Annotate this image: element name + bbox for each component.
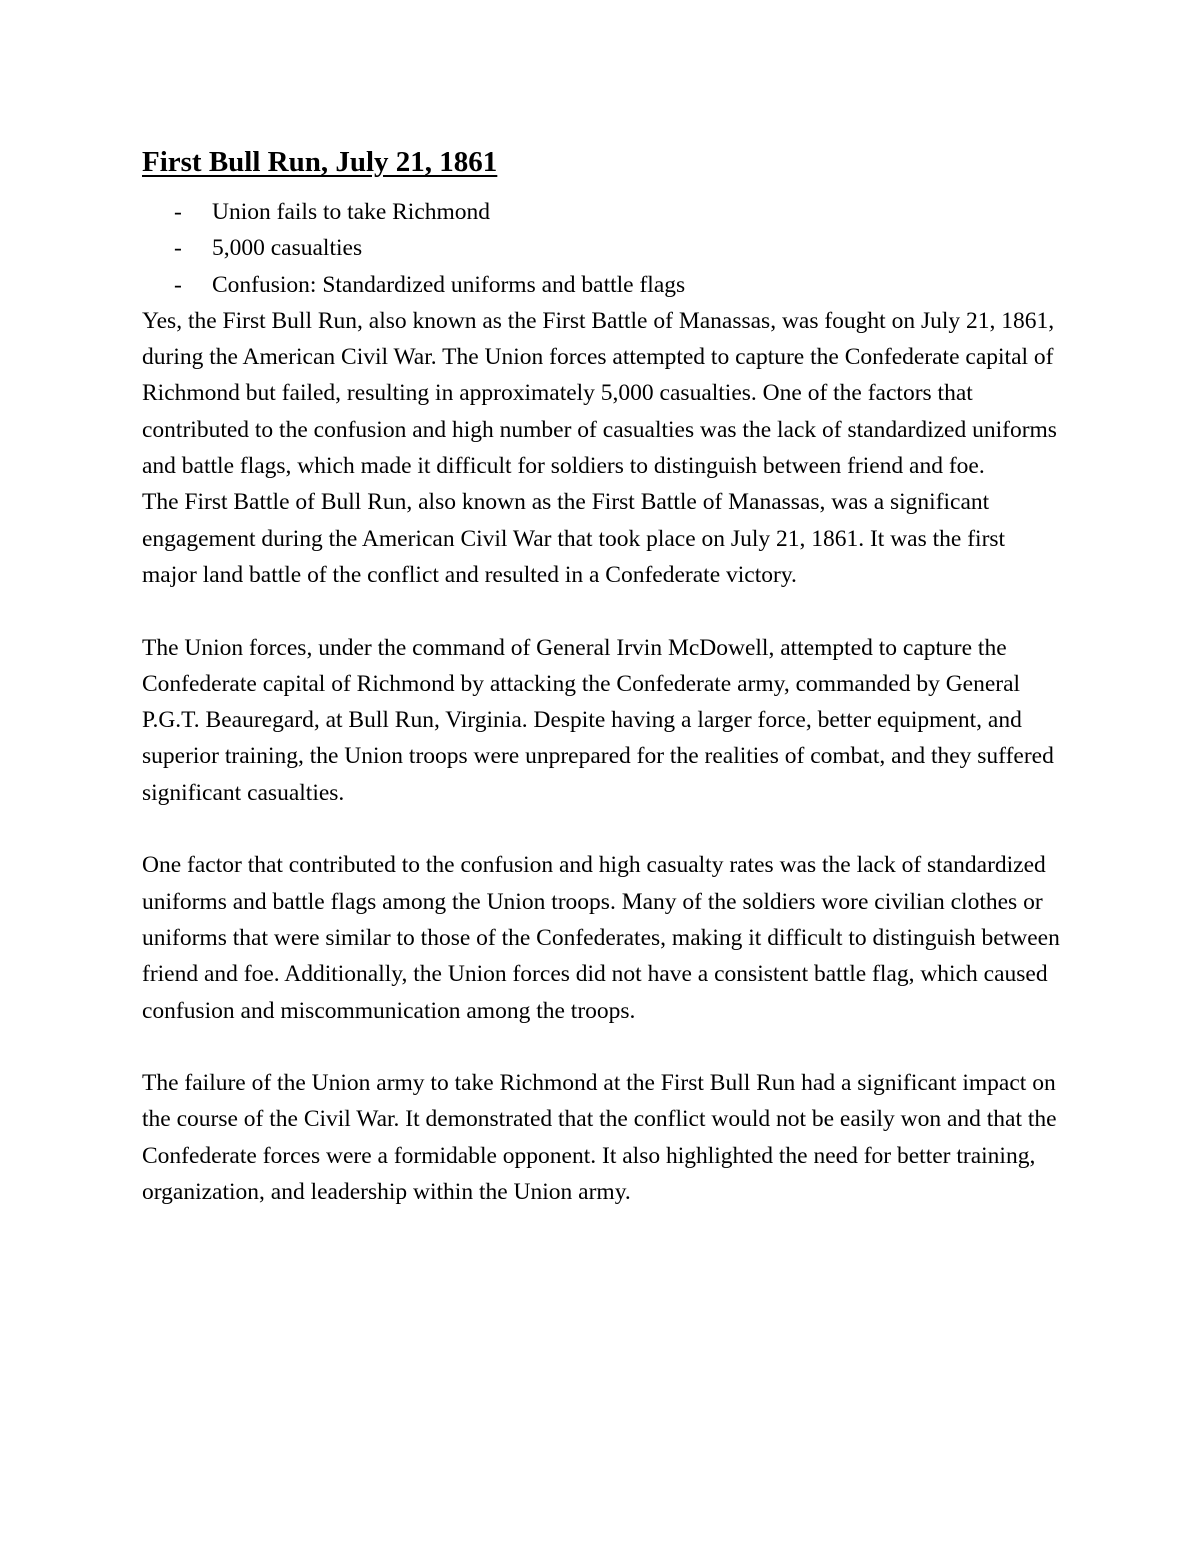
paragraph-spacer: [142, 811, 1060, 847]
bullet-dash: -: [174, 235, 182, 262]
bullet-text: Union fails to take Richmond: [212, 199, 491, 225]
bullet-item: [142, 230, 1060, 266]
paragraph-spacer: [142, 593, 1060, 629]
paragraph-overview: The First Battle of Bull Run, also known as the First Battle of Manassas, was a significant engagement during the American Civil War that took place on July 21, 1861. It was the first major land battle of the conflict and resulted in a Confederate victory.: [142, 489, 1006, 588]
bullet-dash: -: [174, 199, 182, 225]
bullet-dash: -: [174, 271, 182, 298]
bullet-item: [142, 194, 1060, 230]
paragraph-summary: Yes, the First Bull Run, also known as the First Battle of Manassas, was fought on July 21, 1861, during the American Civil War. The Union forces attempted to capture the Confederate capital of Richmond but failed, resulting in approximately 5,000 casualties. One of the factors that contributed to the confusion and high number of casualties was the lack of standardized uniforms and battle flags, which made it difficult for soldiers to distinguish between friend and foe.: [142, 307, 1057, 480]
bullet-text: 5,000 casualties: [212, 235, 363, 262]
bullet-list: [142, 194, 1060, 303]
paragraph-spacer: [142, 1029, 1060, 1065]
bullet-item: [142, 267, 1060, 303]
bullet-text: Confusion: Standardized uniforms and battle flags: [212, 271, 686, 298]
paragraph-confusion-factor: One factor that contributed to the confusion and high casualty rates was the lack of standardized uniforms and battle flags among the Union troops. Many of the soldiers wore civilian clothes or uniforms that were similar to those of the Confederates, making it difficult to distinguish between friend and foe. Additionally, the Union forces did not have a consistent battle flag, which caused confusion and miscommunication among the troops.: [142, 852, 1060, 1024]
page-title: First Bull Run, July 21, 1861: [142, 146, 498, 178]
document-body: [142, 140, 1060, 1210]
paragraph-union-forces: The Union forces, under the command of General Irvin McDowell, attempted to capture the Confederate capital of Richmond by attacking the Confederate army, commanded by General P.G.T. Beauregard, at Bull Run, Virginia. Despite having a larger force, better equipment, and superior training, the Union troops were unprepared for the realities of combat, and they suffered significant casualties.: [142, 634, 1054, 806]
paragraph-impact: The failure of the Union army to take Richmond at the First Bull Run had a significant impact on the course of the Civil War. It demonstrated that the conflict would not be easily won and that the Confederate forces were a formidable opponent. It also highlighted the need for better training, organization, and leadership within the Union army.: [142, 1070, 1057, 1206]
